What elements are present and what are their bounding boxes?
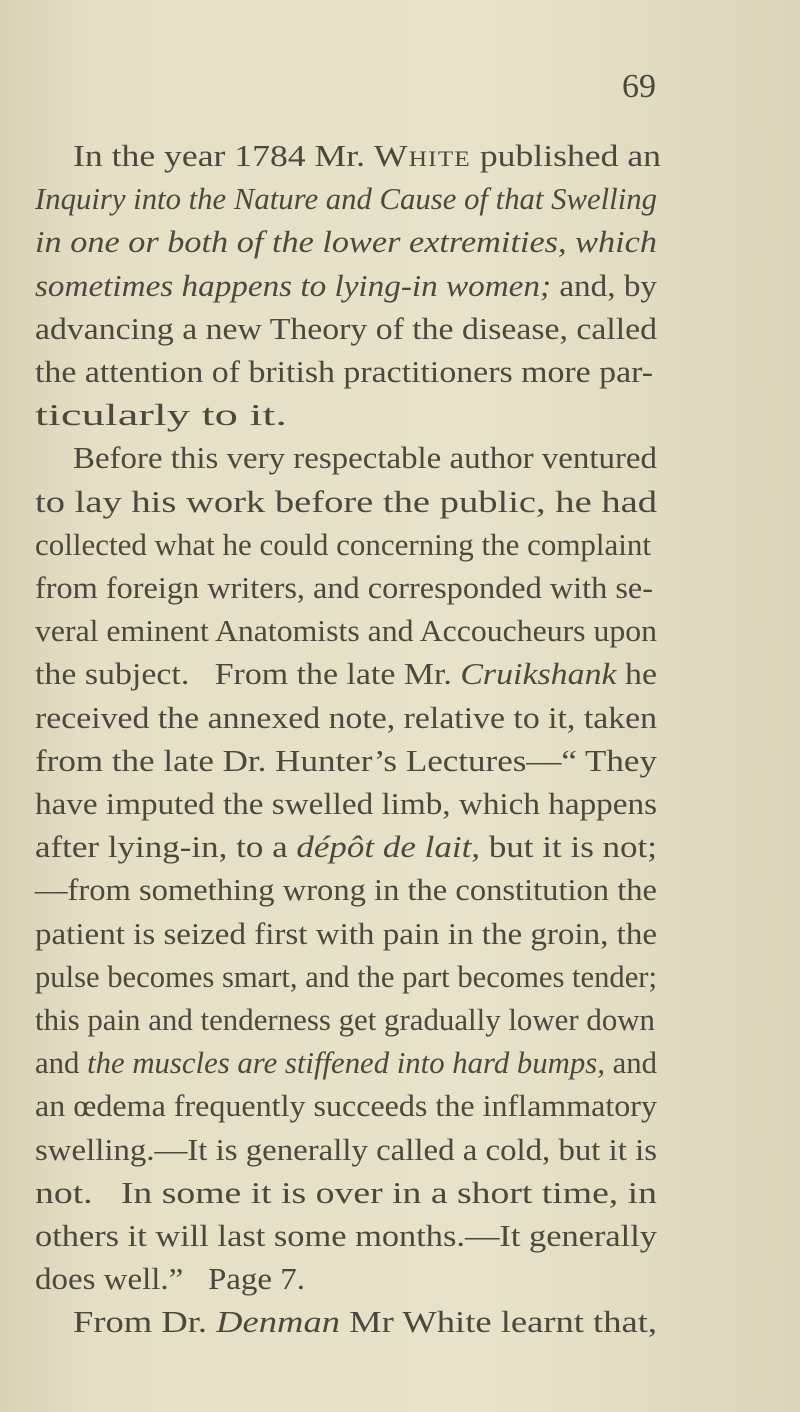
text-segment: have imputed the swelled limb, which happens bbox=[35, 786, 657, 821]
text-segment: Before this very respectable author ventured bbox=[73, 440, 657, 476]
text-line bbox=[35, 264, 657, 307]
text-line bbox=[35, 782, 657, 825]
text-segment: others it will last some months.—It generally bbox=[35, 1218, 657, 1253]
text-line bbox=[35, 955, 665, 998]
text-segment: swelling.—It is generally called a cold, but it is bbox=[35, 1131, 657, 1167]
text-segment: after lying-in, to a bbox=[35, 829, 297, 865]
text-segment: does well.” Page 7. bbox=[35, 1261, 305, 1297]
text-segment: from the late Dr. Hunter’s Lectures—“ They bbox=[35, 742, 657, 778]
text-line bbox=[35, 220, 657, 263]
text-segment: this pain and tenderness get gradually lower down bbox=[35, 1002, 655, 1037]
text-line bbox=[35, 1214, 657, 1257]
text-segment: and bbox=[604, 1045, 657, 1081]
text-segment: the subject. From the late Mr. bbox=[35, 656, 461, 692]
text-line bbox=[35, 307, 657, 350]
text-segment: but it is not; bbox=[480, 829, 657, 865]
text-segment: and bbox=[35, 1045, 88, 1081]
italic-text: Inquiry into the Nature and Cause of that Swelling bbox=[35, 181, 657, 217]
text-line bbox=[73, 134, 661, 177]
italic-text: the muscles are stiffened into hard bumps, bbox=[87, 1045, 605, 1081]
text-segment: Mr White learnt that, bbox=[340, 1304, 657, 1340]
text-line bbox=[35, 1257, 305, 1300]
text-line bbox=[35, 177, 662, 220]
text-line bbox=[35, 480, 657, 523]
small-caps-name: White bbox=[373, 138, 471, 173]
text-line bbox=[35, 609, 657, 652]
italic-text: in one or both of the lower extremities, which bbox=[35, 224, 657, 260]
text-segment: he bbox=[616, 656, 657, 692]
text-line bbox=[35, 868, 657, 911]
text-segment: to lay his work before the public, he had bbox=[35, 483, 657, 519]
text-line bbox=[35, 350, 653, 393]
text-line bbox=[35, 696, 657, 739]
text-line bbox=[35, 1041, 662, 1084]
text-segment: —from something wrong in the constitution the bbox=[35, 872, 657, 908]
text-segment: From Dr. bbox=[73, 1304, 217, 1340]
italic-text: Cruikshank bbox=[460, 656, 617, 692]
text-segment: pulse becomes smart, and the part becomes tender; bbox=[35, 958, 657, 994]
text-line bbox=[35, 393, 287, 436]
text-segment: In the year 1784 Mr. bbox=[73, 138, 374, 173]
text-line bbox=[35, 523, 651, 566]
text-segment: from foreign writers, and corresponded with se- bbox=[35, 570, 653, 605]
text-segment: advancing a new Theory of the disease, called bbox=[35, 310, 657, 346]
text-segment: an œdema frequently succeeds the inflammatory bbox=[35, 1088, 657, 1124]
italic-text: Denman bbox=[216, 1304, 341, 1340]
italic-text: sometimes happens to lying-in women; bbox=[35, 267, 552, 303]
text-line bbox=[35, 652, 657, 695]
text-line bbox=[35, 998, 657, 1041]
page-number: 69 bbox=[622, 68, 656, 105]
text-line bbox=[35, 1128, 657, 1171]
text-line bbox=[35, 1171, 657, 1214]
text-segment: veral eminent Anatomists and Accoucheurs upon bbox=[35, 613, 657, 649]
text-line bbox=[35, 912, 657, 955]
text-line bbox=[35, 566, 653, 609]
text-line bbox=[35, 739, 657, 782]
text-segment: published an bbox=[470, 138, 661, 173]
text-segment: and, by bbox=[551, 267, 657, 303]
text-line bbox=[73, 436, 657, 479]
text-line bbox=[73, 1300, 657, 1343]
italic-text: dépôt de lait, bbox=[296, 829, 481, 865]
text-line bbox=[35, 825, 657, 868]
text-segment: collected what he could concerning the complaint bbox=[35, 526, 651, 562]
text-segment: not. In some it is over in a short time, in bbox=[35, 1174, 657, 1210]
text-segment: received the annexed note, relative to it, taken bbox=[35, 699, 657, 735]
text-segment: patient is seized first with pain in the groin, the bbox=[35, 915, 657, 951]
text-segment: ticularly to it. bbox=[35, 397, 287, 433]
text-line bbox=[35, 1084, 657, 1127]
text-segment: the attention of british practitioners more par- bbox=[35, 354, 653, 389]
